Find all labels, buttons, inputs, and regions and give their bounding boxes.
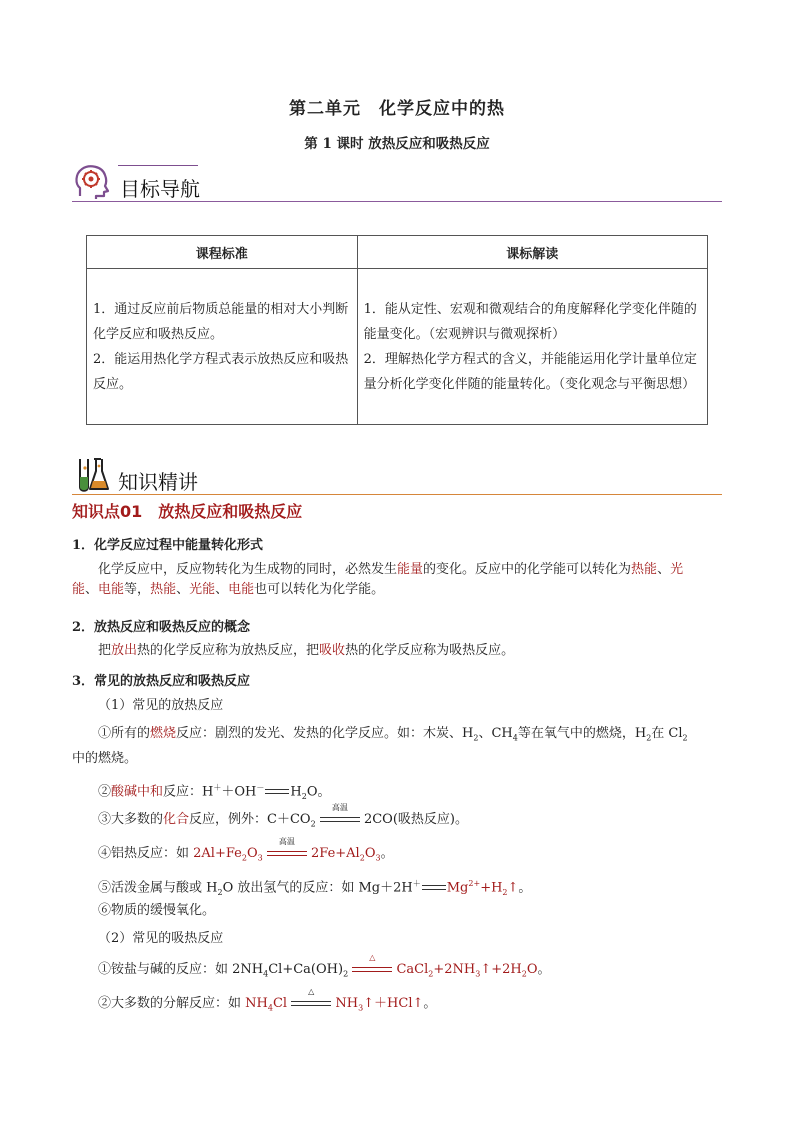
exo-item-4: ④铝热反应：如 $2Al+Fe_2O_3$ 高温 $2Fe+Al_2O_3$。	[98, 837, 394, 863]
lesson-title: 第 1 课时 放热反应和吸热反应	[304, 136, 490, 152]
reaction-condition-arrow: △	[352, 960, 392, 980]
section-rule	[72, 494, 722, 495]
exo-item-5: ⑤活泼金属与酸或 $H_2O$ 放出氢气的反应：如 Mg＋2H＋ $Mg^{2+}+H_2↑$。	[98, 879, 532, 897]
section-label-goal: 目标导航	[120, 177, 200, 201]
subheading-exothermic: （1）常见的放热反应	[98, 698, 224, 713]
unit-title: 第二单元 化学反应中的热	[289, 99, 505, 119]
table-header-row	[87, 236, 708, 269]
table-cell-standard	[87, 269, 358, 425]
heading-3: 3．常见的放热反应和吸热反应	[72, 674, 251, 689]
table-header-interpretation: 课标解读	[357, 236, 707, 269]
section-rule	[72, 201, 722, 202]
equals-sign	[422, 885, 446, 890]
standard-item: 2．能运用热化学方程式表示放热反应和吸热反应。	[93, 351, 349, 392]
reaction-condition-arrow: 高温	[267, 844, 307, 864]
paragraph-1: 化学反应中，反应物转化为生成物的同时，必然发生能量的变化。反应中的化学能可以转化为热能、光 能、电能等，热能、光能、电能也可以转化为化学能。	[72, 562, 684, 597]
brain-gear-icon	[72, 162, 112, 202]
section-label-knowledge: 知识精讲	[118, 470, 198, 494]
interpretation-item: 2．理解热化学方程式的含义，并能能运用化学计量单位定量分析化学变化伴随的能量转化。（变化观念与平衡思想）	[363, 351, 697, 392]
knowledge-point-title: 知识点01 放热反应和吸热反应	[72, 502, 303, 521]
subheading-endothermic: （2）常见的吸热反应	[98, 931, 224, 946]
exo-item-1: ①所有的燃烧反应：剧烈的发光、发热的化学反应。如：木炭、$H_2$、$CH_4$等在氧气中的燃烧，$H_2$在 $Cl_2$ 中的燃烧。	[72, 726, 688, 766]
flask-icon	[72, 455, 112, 495]
standards-table	[86, 235, 708, 425]
reaction-condition-arrow: 高温	[320, 810, 360, 830]
endo-item-1: ①铵盐与碱的反应：如 $2NH_4Cl+Ca(OH)_2$ △ $CaCl_2+2NH_3↑+2H_2O$。	[98, 953, 551, 979]
exo-item-6: ⑥物质的缓慢氧化。	[98, 903, 216, 918]
interpretation-item: 1．能从定性、宏观和微观结合的角度解释化学变化伴随的能量变化。（宏观辨识与微观探析）	[363, 301, 697, 342]
endo-item-2: ②大多数的分解反应：如 $NH_4Cl$ △ $NH_3↑+HCl↑$。	[98, 987, 437, 1013]
exo-item-3: ③大多数的化合反应，例外：$C+CO_2$ 高温 2CO(吸热反应)。	[98, 803, 468, 829]
table-cell-interpretation	[357, 269, 707, 425]
heading-1: 1．化学反应过程中能量转化形式	[72, 538, 264, 553]
paragraph-2: 把放出热的化学反应称为放热反应，把吸收热的化学反应称为吸热反应。	[98, 643, 515, 658]
section-topline	[118, 165, 198, 166]
reaction-condition-arrow: △	[291, 994, 331, 1014]
equals-sign	[265, 789, 289, 794]
heading-2: 2．放热反应和吸热反应的概念	[72, 620, 251, 635]
table-header-standard: 课程标准	[87, 236, 358, 269]
exo-item-2: ②酸碱中和反应：H＋＋OH－ $H_2O$。	[98, 783, 331, 801]
table-row	[87, 269, 708, 425]
standard-item: 1．通过反应前后物质总能量的相对大小判断化学反应和吸热反应。	[93, 301, 349, 342]
